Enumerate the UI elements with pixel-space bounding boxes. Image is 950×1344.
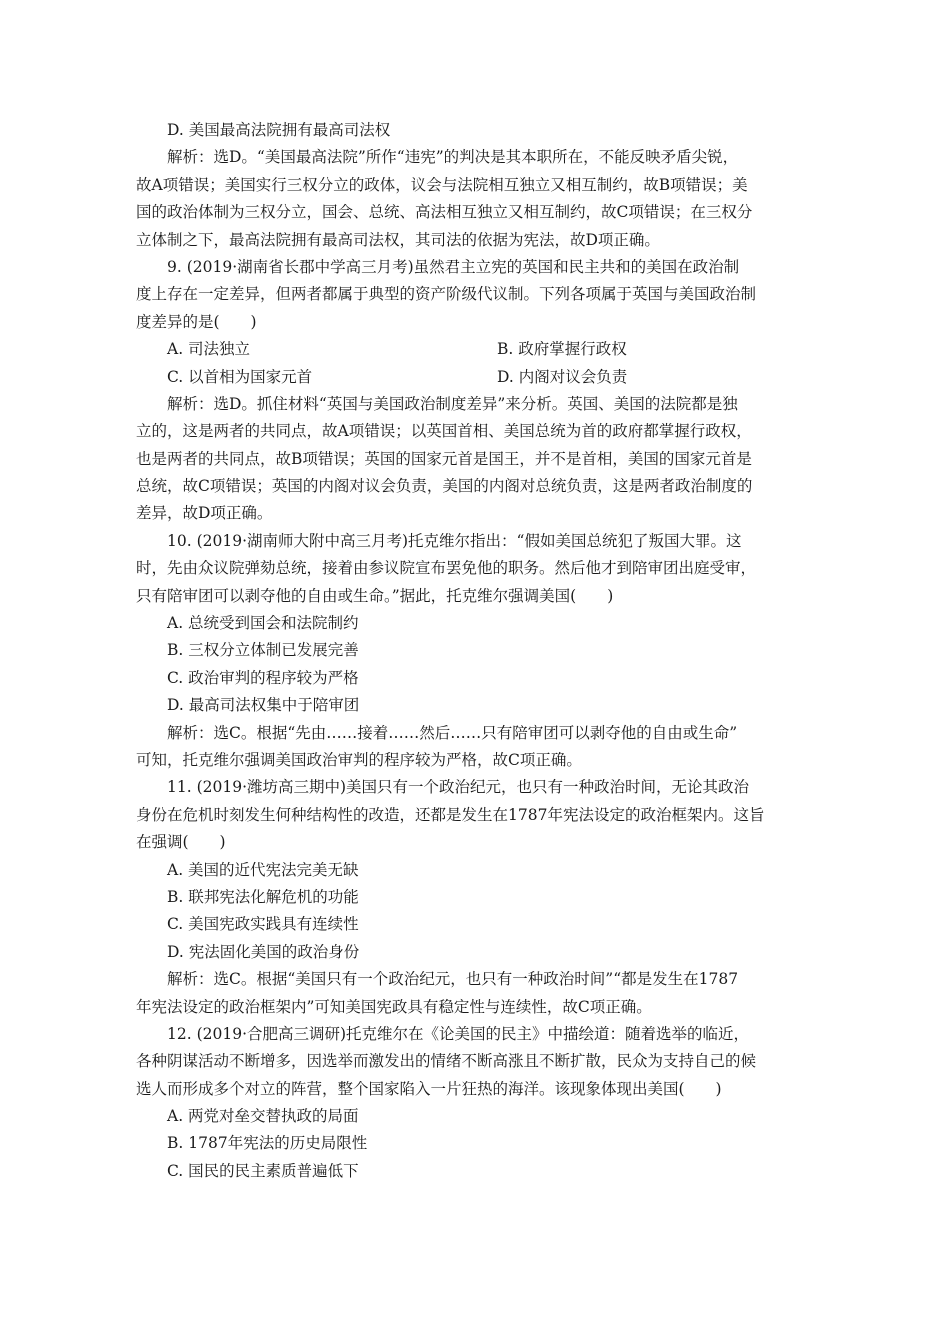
question-10-stem: 10. (2019·湖南师大附中高三月考)托克维尔指出：“假如美国总统犯了叛国大罪。这 (167, 531, 742, 550)
text-line: 总统，故C项错误；英国的内阁对议会负责，美国的内阁对总统负责，这是两者政治制度的 (136, 477, 753, 496)
question-12-stem: 12. (2019·合肥高三调研)托克维尔在《论美国的民主》中描绘道：随着选举的临近， (167, 1024, 750, 1043)
q9-options-row (167, 336, 827, 363)
option-line: B. 联邦宪法化解危机的功能 (167, 887, 359, 906)
text-line: 身份在危机时刻发生何种结构性的改造，还都是发生在1787年宪法设定的政治框架内。这旨 (136, 805, 765, 824)
q9-options-row (167, 364, 827, 391)
text-line: 时，先由众议院弹劾总统，接着由参议院宣布罢免他的职务。然后他才到陪审团出庭受审， (136, 559, 757, 578)
question-11-stem: 11. (2019·潍坊高三期中)美国只有一个政治纪元，也只有一种政治时间，无论其政治 (167, 778, 750, 797)
text-line: 立体制之下，最高法院拥有最高司法权，其司法的依据为宪法，故D项正确。 (136, 230, 660, 249)
text-line: 度上存在一定差异，但两者都属于典型的资产阶级代议制。下列各项属于英国与美国政治制 (136, 285, 757, 304)
text-line: 国的政治体制为三权分立，国会、总统、高法相互独立又相互制约，故C项错误；在三权分 (136, 203, 753, 222)
text-line: 故A项错误；美国实行三权分立的政体，议会与法院相互独立又相互制约，故B项错误；美 (136, 175, 748, 194)
text-line: 解析：选C。根据“先由……接着……然后……只有陪审团可以剥夺他的自由或生命” (167, 723, 738, 742)
q9-option-b: B. 政府掌握行政权 (497, 340, 627, 359)
text-line: 度差异的是( ) (136, 312, 257, 331)
option-line: A. 总统受到国会和法院制约 (167, 614, 359, 633)
text-line: 各种阴谋活动不断增多，因选举而激发出的情绪不断高涨且不断扩散，民众为支持自己的候 (136, 1052, 757, 1071)
option-line: C. 国民的民主素质普遍低下 (167, 1161, 359, 1180)
text-line: 在强调( ) (136, 833, 226, 852)
text-line: 解析：选D。“美国最高法院”所作“违宪”的判决是其本职所在，不能反映矛盾尖锐， (167, 148, 739, 167)
text-line: D. 美国最高法院拥有最高司法权 (167, 121, 391, 139)
q9-option-c: C. 以首相为国家元首 (167, 367, 313, 386)
option-line: D. 最高司法权集中于陪审团 (167, 696, 360, 715)
text-line: 也是两者的共同点，故B项错误；英国的国家元首是国王，并不是首相，美国的国家元首是 (136, 449, 752, 468)
text-line: 解析：选D。抓住材料“英国与美国政治制度差异”来分析。英国、美国的法院都是独 (167, 394, 738, 413)
option-line: B. 1787年宪法的历史局限性 (167, 1134, 368, 1153)
option-line: A. 两党对垒交替执政的局面 (167, 1107, 359, 1126)
q9-option-d: D. 内阁对议会负责 (497, 367, 628, 386)
text-line: 选人而形成多个对立的阵营，整个国家陷入一片狂热的海洋。该现象体现出美国( ) (136, 1079, 722, 1098)
text-line: 只有陪审团可以剥夺他的自由或生命。”据此，托克维尔强调美国( ) (136, 586, 614, 605)
option-line: C. 美国宪政实践具有连续性 (167, 915, 359, 934)
text-line: 解析：选C。根据“美国只有一个政治纪元，也只有一种政治时间”“都是发生在1787 (167, 970, 739, 989)
option-line: D. 宪法固化美国的政治身份 (167, 942, 360, 961)
text-line: 差异，故D项正确。 (136, 504, 273, 523)
text-line: 立的，这是两者的共同点，故A项错误；以英国首相、美国总统为首的政府都掌握行政权， (136, 422, 752, 441)
text-line: 年宪法设定的政治框架内”可知美国宪政具有稳定性与连续性，故C项正确。 (136, 997, 652, 1016)
option-line: B. 三权分立体制已发展完善 (167, 641, 359, 660)
option-line: C. 政治审判的程序较为严格 (167, 668, 359, 687)
option-line: A. 美国的近代宪法完美无缺 (167, 860, 359, 879)
q9-option-a: A. 司法独立 (167, 340, 251, 359)
question-9-stem: 9. (2019·湖南省长郡中学高三月考)虽然君主立宪的英国和民主共和的美国在政治制 (167, 257, 740, 276)
text-line: 可知，托克维尔强调美国政治审判的程序较为严格，故C项正确。 (136, 750, 582, 769)
document-body (136, 117, 827, 1185)
